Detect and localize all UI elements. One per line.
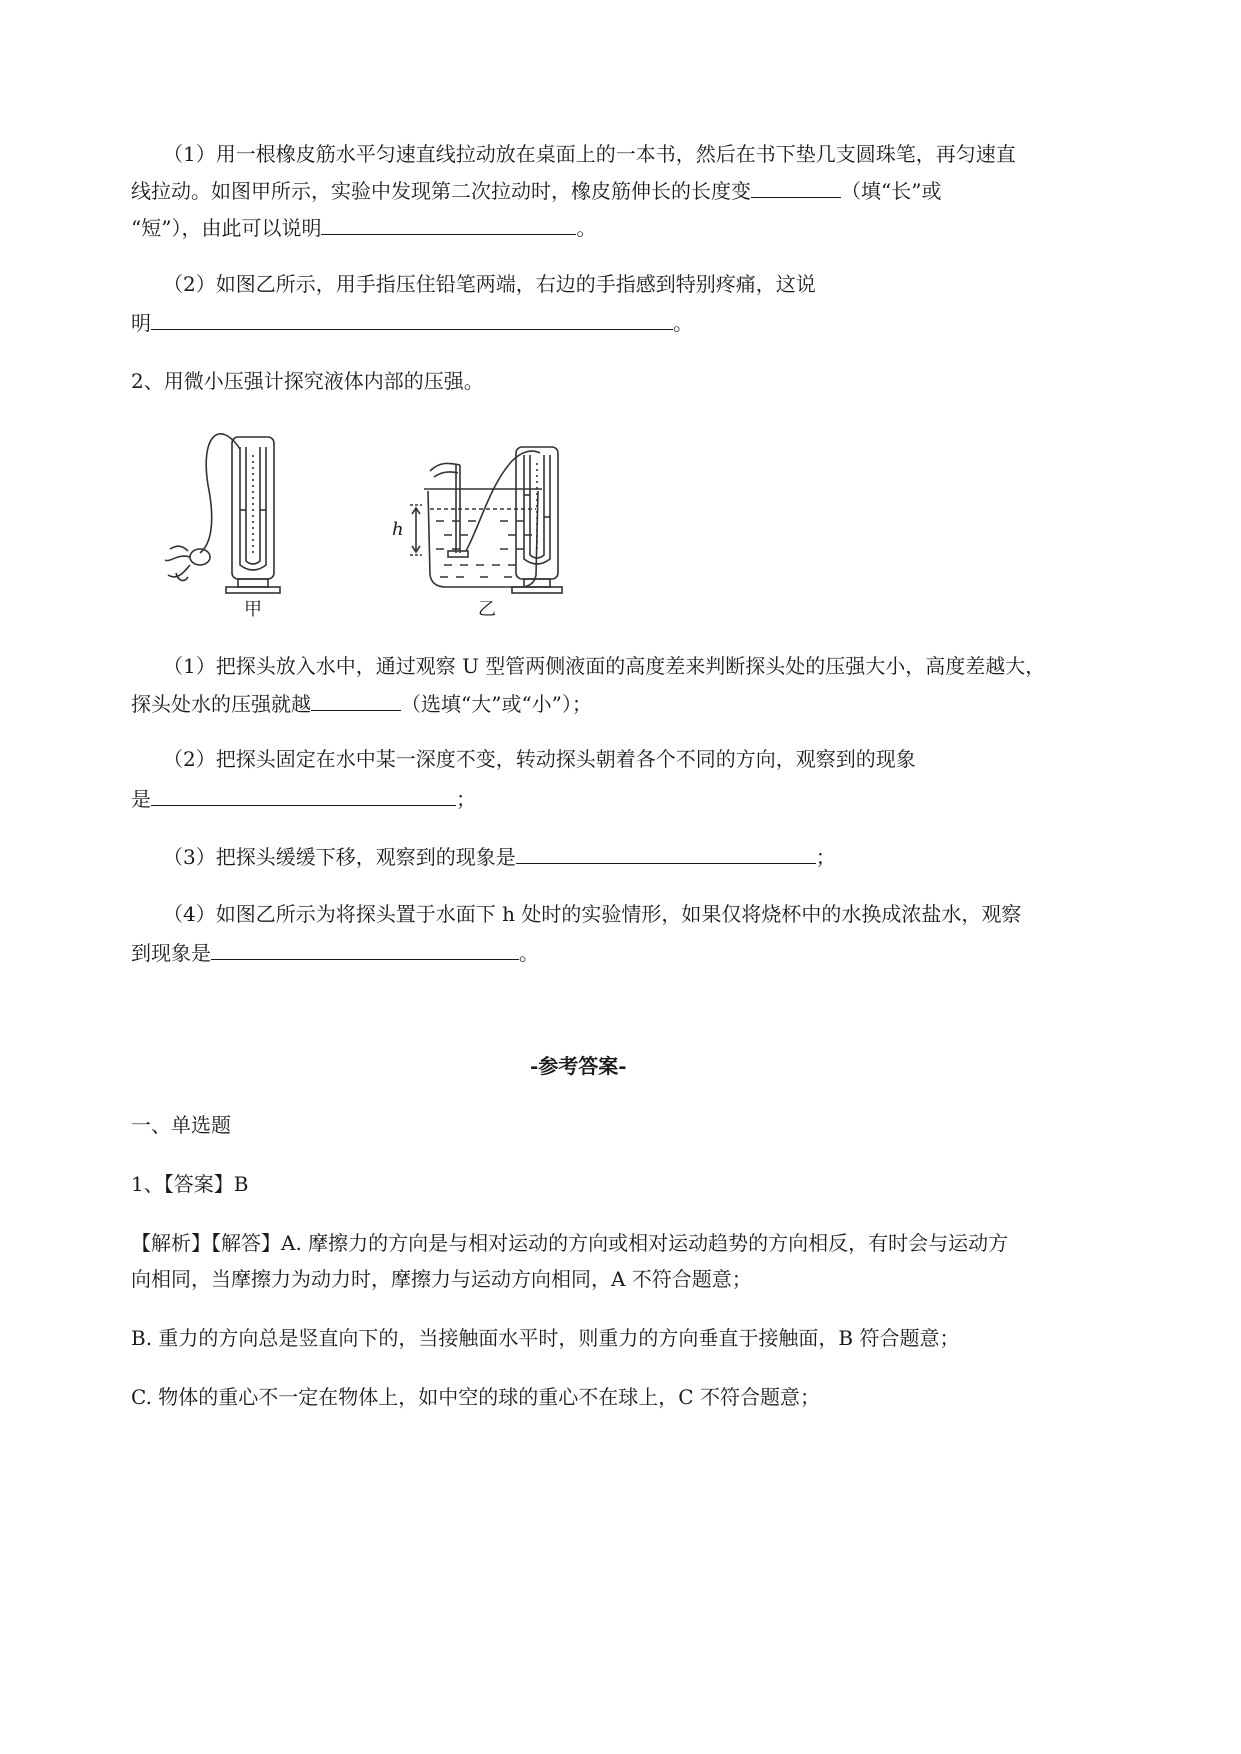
q1-part2-line1: （2）如图乙所示，用手指压住铅笔两端，右边的手指感到特别疼痛，这说	[163, 272, 816, 296]
q1-part2-line2-text: 明	[131, 311, 151, 335]
analysis-line2: 向相同，当摩擦力为动力时，摩擦力与运动方向相同，A 不符合题意；	[131, 1267, 752, 1291]
q2-part2-line2-suffix: ；	[456, 787, 476, 811]
q2-part2-line1: （2）把探头固定在水中某一深度不变，转动探头朝着各个不同的方向，观察到的现象	[163, 747, 916, 771]
q2-part1-line2	[131, 688, 592, 718]
q2-part3-line1-text: （3）把探头缓缓下移，观察到的现象是	[163, 845, 516, 869]
q2-part1-line1: （1）把探头放入水中，通过观察 U 型管两侧液面的高度差来判断探头处的压强大小，高度差越大，	[163, 654, 1046, 678]
analysis-option-b: B. 重力的方向总是竖直向下的，当接触面水平时，则重力的方向垂直于接触面，B 符合题意；	[131, 1326, 960, 1350]
answers-section-title: 一、单选题	[131, 1113, 231, 1137]
q2-part2-line2	[131, 783, 476, 813]
q2-part3-line1-suffix: ；	[815, 845, 836, 869]
figure-label-h: h	[392, 519, 404, 540]
answer-blank	[151, 783, 456, 806]
q2-part4-line1: （4）如图乙所示为将探头置于水面下 h 处时的实验情形，如果仅将烧杯中的水换成浓盐水，观察	[163, 902, 1022, 926]
q1-part1-line2-text: 线拉动。如图甲所示，实验中发现第二次拉动时，橡皮筋伸长的长度变	[131, 179, 751, 203]
answer-blank	[151, 307, 673, 330]
answer-blank	[211, 937, 519, 960]
q2-part2-line2-text: 是	[131, 787, 151, 811]
q2-part1-line2-suffix: （选填“大”或“小”）；	[401, 692, 592, 716]
q2-part3-line1	[163, 841, 836, 871]
analysis-option-c: C. 物体的重心不一定在物体上，如中空的球的重心不在球上，C 不符合题意；	[131, 1385, 820, 1409]
q1-part1-line2-suffix: （填“长”或	[841, 179, 942, 203]
q2-part1-line2-text: 探头处水的压强就越	[131, 692, 311, 716]
q1-part2-line2	[131, 307, 693, 337]
q1-part1-line2	[131, 175, 941, 205]
analysis-line1: 【解析】【解答】A. 摩擦力的方向是与相对运动的方向或相对运动趋势的方向相反，有时会与运动方	[131, 1231, 1009, 1255]
q2-part4-line2	[131, 937, 539, 967]
q1-part1-line3-text: “短”），由此可以说明	[131, 216, 322, 240]
answer-blank	[321, 212, 576, 235]
q1-part1-line1: （1）用一根橡皮筋水平匀速直线拉动放在桌面上的一本书，然后在书下垫几支圆珠笔，再匀速直	[163, 142, 1016, 166]
q2-title: 2、用微小压强计探究液体内部的压强。	[131, 369, 484, 393]
q2-part4-line2-suffix: 。	[519, 941, 539, 965]
figure-jia	[165, 434, 280, 593]
figure-yi	[410, 447, 562, 593]
answer-blank	[311, 688, 401, 711]
answer-q1: 1、【答案】B	[131, 1172, 249, 1196]
answers-heading: -参考答案-	[530, 1054, 627, 1078]
q2-part4-line2-text: 到现象是	[131, 941, 211, 965]
figure-label-yi: 乙	[478, 599, 496, 620]
q1-part2-line2-suffix: 。	[673, 311, 693, 335]
manometer-figure	[160, 425, 580, 620]
q1-part1-line3	[131, 212, 596, 242]
answer-blank	[516, 841, 816, 864]
figure-label-jia: 甲	[244, 599, 262, 620]
answer-blank	[751, 175, 841, 198]
q1-part1-line3-suffix: 。	[576, 216, 597, 240]
